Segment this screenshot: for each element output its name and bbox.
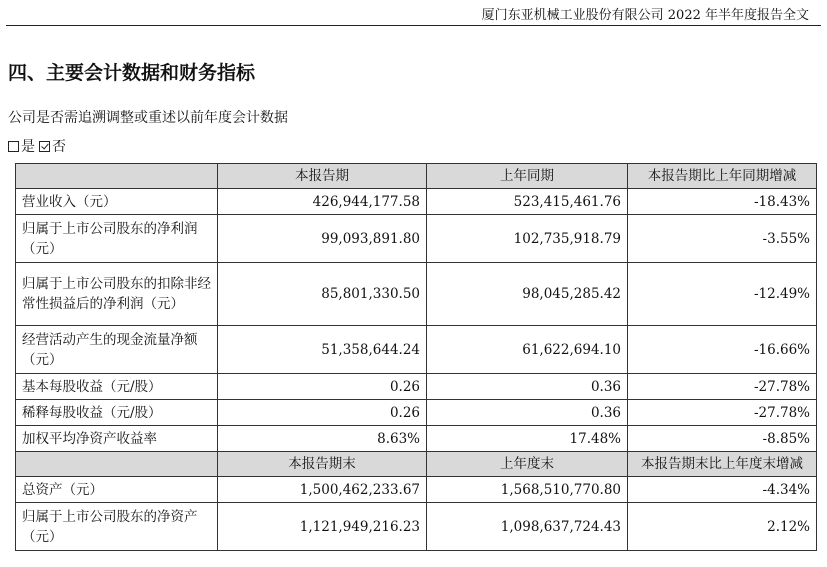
change-value: -27.78% <box>628 400 817 426</box>
table-row <box>16 215 817 263</box>
row-label: 营业收入（元） <box>16 189 218 215</box>
row-label: 总资产（元） <box>16 477 218 503</box>
row-label: 归属于上市公司股东的净资产（元） <box>16 503 218 551</box>
financial-indicators-table <box>15 163 817 551</box>
option-yes[interactable] <box>8 136 35 156</box>
header-cell-prior-period: 上年同期 <box>427 164 628 189</box>
current-value: 85,801,330.50 <box>218 263 427 326</box>
option-no[interactable] <box>39 136 66 156</box>
header-cell-current-period: 本报告期 <box>218 164 427 189</box>
current-value: 1,500,462,233.67 <box>218 477 427 503</box>
table-row <box>16 503 817 551</box>
prior-value: 523,415,461.76 <box>427 189 628 215</box>
header-cell-change: 本报告期末比上年度末增减 <box>628 452 817 477</box>
header-cell-blank <box>16 164 218 189</box>
current-value: 0.26 <box>218 374 427 400</box>
prior-value: 98,045,285.42 <box>427 263 628 326</box>
checkbox-yes-icon[interactable] <box>8 141 19 152</box>
option-yes-label: 是 <box>21 139 35 155</box>
header-divider <box>6 25 821 26</box>
prior-value: 1,098,637,724.43 <box>427 503 628 551</box>
restatement-options <box>8 136 66 156</box>
table-header-row <box>16 452 817 477</box>
option-no-label: 否 <box>52 139 66 155</box>
prior-value: 102,735,918.79 <box>427 215 628 263</box>
current-value: 1,121,949,216.23 <box>218 503 427 551</box>
change-value: 2.12% <box>628 503 817 551</box>
section-title: 四、主要会计数据和财务指标 <box>8 62 256 84</box>
prior-value: 0.36 <box>427 400 628 426</box>
change-value: -4.34% <box>628 477 817 503</box>
header-cell-blank <box>16 452 218 477</box>
restatement-question: 公司是否需追溯调整或重述以前年度会计数据 <box>8 110 288 126</box>
prior-value: 17.48% <box>427 426 628 452</box>
change-value: -16.66% <box>628 326 817 374</box>
row-label: 加权平均净资产收益率 <box>16 426 218 452</box>
prior-value: 61,622,694.10 <box>427 326 628 374</box>
report-header-title: 厦门东亚机械工业股份有限公司 2022 年半年度报告全文 <box>481 8 809 23</box>
table-row <box>16 374 817 400</box>
change-value: -12.49% <box>628 263 817 326</box>
table-row <box>16 477 817 503</box>
header-cell-period-end: 本报告期末 <box>218 452 427 477</box>
header-cell-change: 本报告期比上年同期增减 <box>628 164 817 189</box>
table-header-row <box>16 164 817 189</box>
table-row <box>16 263 817 326</box>
current-value: 51,358,644.24 <box>218 326 427 374</box>
row-label: 经营活动产生的现金流量净额（元） <box>16 326 218 374</box>
change-value: -27.78% <box>628 374 817 400</box>
table-row <box>16 400 817 426</box>
header-cell-prior-year-end: 上年度末 <box>427 452 628 477</box>
row-label: 稀释每股收益（元/股） <box>16 400 218 426</box>
current-value: 8.63% <box>218 426 427 452</box>
table-row <box>16 189 817 215</box>
checkbox-no-checked-icon[interactable] <box>39 141 50 152</box>
table-row <box>16 426 817 452</box>
change-value: -18.43% <box>628 189 817 215</box>
row-label: 基本每股收益（元/股） <box>16 374 218 400</box>
current-value: 0.26 <box>218 400 427 426</box>
row-label: 归属于上市公司股东的净利润（元） <box>16 215 218 263</box>
table-row <box>16 326 817 374</box>
prior-value: 0.36 <box>427 374 628 400</box>
change-value: -8.85% <box>628 426 817 452</box>
current-value: 99,093,891.80 <box>218 215 427 263</box>
prior-value: 1,568,510,770.80 <box>427 477 628 503</box>
change-value: -3.55% <box>628 215 817 263</box>
current-value: 426,944,177.58 <box>218 189 427 215</box>
row-label: 归属于上市公司股东的扣除非经常性损益后的净利润（元） <box>16 263 218 326</box>
